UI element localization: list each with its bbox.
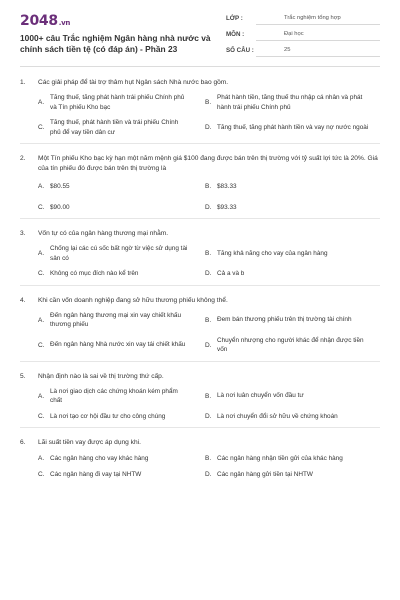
option-key: B.	[205, 316, 212, 324]
option-text: Các ngân hàng gửi tiền tại NHTW	[217, 470, 313, 478]
question-stem	[20, 78, 380, 88]
answer-option-b[interactable]	[200, 93, 380, 112]
answer-option-d[interactable]	[200, 118, 380, 137]
option-text: Là nơi giao dịch các chứng khoán kém phẩm chất	[50, 387, 178, 404]
answer-option-a[interactable]	[20, 182, 200, 192]
option-text: Tăng thuế, tăng phát hành tiền và vay nợ nước ngoài	[217, 123, 369, 131]
meta-value: Trắc nghiệm tổng hợp	[256, 12, 380, 25]
option-key: C.	[38, 470, 45, 478]
option-text: Đến ngân hàng thương mại xin vay chiết khấu thương phiếu	[50, 311, 182, 328]
option-key: D.	[205, 341, 212, 349]
option-key: A.	[38, 99, 45, 106]
question-text: Các giải pháp để tài trợ thâm hụt Ngân sách Nhà nước bao gồm.	[38, 79, 229, 86]
option-key: A.	[38, 316, 45, 324]
question-item	[0, 296, 400, 355]
question-text: Vốn tự có của ngân hàng thương mại nhằm.	[38, 230, 169, 237]
question-stem	[20, 438, 380, 448]
option-key: C.	[38, 412, 45, 420]
option-key: D.	[205, 270, 212, 278]
document-meta	[226, 12, 380, 60]
question-number: 1.	[20, 79, 26, 86]
option-text: Chống lại các cú sốc bất ngờ từ việc sử dụng tài sản có	[50, 245, 188, 262]
option-key: A.	[38, 455, 45, 463]
option-key: B.	[205, 250, 212, 257]
option-text: Đến ngân hàng Nhà nước xin vay tái chiết khấu	[50, 341, 186, 349]
option-text: Các ngân hàng cho vay khác hàng	[50, 455, 149, 462]
answer-option-c[interactable]	[20, 412, 200, 422]
logo-tld: .vn	[58, 19, 71, 27]
option-key: B.	[205, 183, 212, 191]
answer-options	[20, 311, 380, 355]
answer-option-a[interactable]	[20, 454, 200, 464]
question-list	[0, 78, 400, 479]
answer-option-b[interactable]	[200, 182, 380, 192]
option-text: Cả a và b	[217, 270, 245, 277]
meta-row-class	[226, 12, 380, 28]
answer-options	[20, 454, 380, 479]
option-text: Chuyển nhượng cho người khác để nhận được tiền vốn	[217, 336, 364, 353]
answer-option-d[interactable]	[200, 470, 380, 480]
option-text: $80.55	[50, 183, 70, 190]
option-key: D.	[205, 124, 212, 131]
option-text: $83.33	[217, 183, 237, 190]
option-text: Là nơi tạo cơ hội đầu tư cho công chúng	[50, 412, 166, 420]
answer-option-d[interactable]	[200, 269, 380, 279]
option-key: D.	[205, 412, 212, 420]
question-number: 5.	[20, 372, 26, 380]
question-separator	[20, 361, 380, 362]
page-header	[0, 0, 400, 66]
option-key: C.	[38, 270, 45, 278]
answer-option-a[interactable]	[20, 387, 200, 406]
answer-options	[20, 182, 380, 212]
option-text: Các ngân hàng đi vay tại NHTW	[50, 470, 142, 478]
question-stem	[20, 154, 380, 174]
question-stem	[20, 296, 380, 306]
option-key: D.	[205, 203, 212, 211]
question-separator	[20, 143, 380, 144]
question-text: Một Tín phiếu Kho bạc kỳ hạn một năm mệnh giá $100 đang được bán trên thị trường với tỷ suất lợi tức là 20%. Giá của tín phiếu đó được bán trên thị trường là	[38, 155, 378, 172]
answer-option-d[interactable]	[200, 203, 380, 213]
answer-option-d[interactable]	[200, 336, 380, 355]
meta-row-subject	[226, 28, 380, 44]
question-item	[0, 438, 400, 479]
option-key: C.	[38, 124, 45, 131]
answer-option-c[interactable]	[20, 470, 200, 480]
meta-row-count	[226, 44, 380, 60]
answer-options	[20, 387, 380, 422]
answer-option-c[interactable]	[20, 203, 200, 213]
header-divider	[20, 66, 380, 67]
answer-option-d[interactable]	[200, 412, 380, 422]
document-title: 1000+ câu Trắc nghiệm Ngân hàng nhà nước và chính sách tiền tệ (có đáp án) - Phần 23	[20, 33, 211, 54]
answer-option-c[interactable]	[20, 118, 200, 137]
answer-option-c[interactable]	[20, 336, 200, 355]
site-logo[interactable]	[20, 13, 70, 29]
question-number: 6.	[20, 439, 26, 446]
option-text: Không có mục đích nào kể trên	[50, 270, 139, 277]
answer-option-b[interactable]	[200, 387, 380, 406]
option-key: D.	[205, 470, 212, 478]
question-separator	[20, 285, 380, 286]
meta-key: SỐ CÂU :	[226, 47, 254, 54]
question-separator	[20, 218, 380, 219]
option-key: C.	[38, 341, 45, 349]
option-text: Tăng khả năng cho vay của ngân hàng	[217, 249, 328, 257]
option-key: C.	[38, 203, 45, 211]
option-text: Tăng thuế, phát hành tiền và trái phiếu Chính phủ để vay tiền dân cư	[50, 119, 179, 136]
meta-key: LỚP :	[226, 15, 243, 22]
option-key: B.	[205, 392, 212, 400]
question-text: Lãi suất tiền vay được áp dụng khi.	[38, 439, 141, 446]
option-text: $93.33	[217, 203, 237, 211]
question-number: 3.	[20, 230, 26, 237]
question-text: Nhận định nào là sai về thị trường thứ cấp.	[38, 372, 164, 380]
answer-option-a[interactable]	[20, 311, 200, 330]
answer-option-b[interactable]	[200, 454, 380, 464]
answer-options	[20, 93, 380, 137]
option-key: A.	[38, 392, 45, 400]
option-text: Phát hành tiền, tăng thuế thu nhập cá nhân và phát hành trái phiếu Chính phủ	[217, 94, 363, 111]
option-key: A.	[38, 250, 45, 257]
option-text: Đem bán thương phiếu trên thị trường tài chính	[217, 316, 352, 324]
meta-value: 25	[256, 44, 380, 57]
option-text: Các ngân hàng nhận tiền gửi của khác hàng	[217, 455, 343, 462]
answer-options	[20, 244, 380, 279]
question-item	[0, 154, 400, 212]
answer-option-a[interactable]	[20, 93, 200, 112]
meta-key: MÔN :	[226, 31, 245, 38]
option-key: B.	[205, 99, 212, 106]
option-text: $90.00	[50, 203, 70, 211]
question-stem	[20, 372, 380, 382]
question-stem	[20, 229, 380, 239]
logo-main: 2048	[20, 13, 58, 29]
question-item	[0, 78, 400, 137]
question-text: Khi cần vốn doanh nghiệp đang sở hữu thương phiếu không thể.	[38, 296, 228, 304]
answer-option-b[interactable]	[200, 311, 380, 330]
option-key: A.	[38, 183, 45, 191]
meta-value: Đại học	[256, 28, 380, 41]
answer-option-b[interactable]	[200, 244, 380, 263]
question-separator	[20, 427, 380, 428]
option-text: Là nơi luân chuyển vốn đầu tư	[217, 392, 304, 400]
question-number: 4.	[20, 296, 26, 304]
answer-option-c[interactable]	[20, 269, 200, 279]
question-number: 2.	[20, 155, 26, 162]
answer-option-a[interactable]	[20, 244, 200, 263]
option-text: Là nơi chuyển đổi sở hữu về chứng khoán	[217, 412, 338, 420]
option-text: Tăng thuế, tăng phát hành trái phiếu Chính phủ và Tín phiếu Kho bạc	[50, 94, 185, 111]
question-item	[0, 229, 400, 279]
question-item	[0, 372, 400, 422]
option-key: B.	[205, 455, 212, 463]
